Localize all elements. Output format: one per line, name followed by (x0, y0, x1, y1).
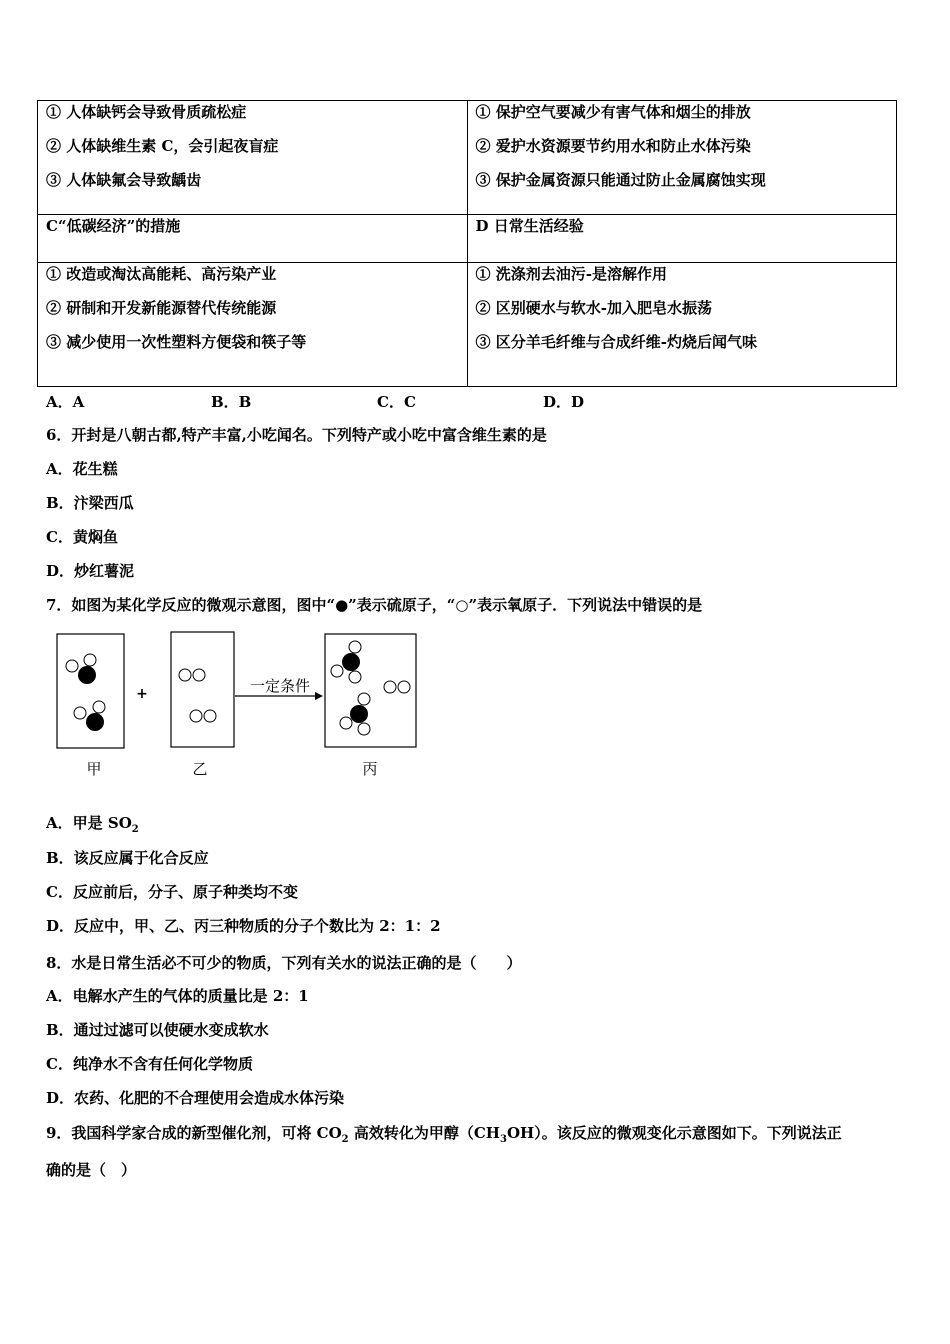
q6-option-d[interactable]: D．炒红薯泥 (46, 562, 135, 580)
q7-option-b[interactable]: B．该反应属于化合反应 (46, 849, 209, 867)
table-line: ① 保护空气要减少有害气体和烟尘的排放 (475, 103, 751, 121)
table-line: ③ 保护金属资源只能通过防止金属腐蚀实现 (475, 171, 766, 189)
cell-c-lowcarbon (38, 263, 468, 387)
q8-stem: 8．水是日常生活必不可少的物质，下列有关水的说法正确的是（ ） (46, 954, 522, 972)
cell-b-resources (467, 101, 897, 215)
label-yi: 乙 (192, 760, 208, 778)
q6-option-c[interactable]: C．黄焖鱼 (46, 528, 118, 546)
table-line: ② 研制和开发新能源替代传统能源 (46, 299, 277, 317)
q8-option-b[interactable]: B．通过过滤可以使硬水变成软水 (46, 1021, 269, 1039)
so2-molecule (74, 701, 105, 731)
q5-option-c[interactable]: C．C (377, 393, 416, 411)
q9-stem-line2: 确的是（ ） (46, 1161, 137, 1179)
subscript: 2 (341, 1134, 349, 1145)
q8-option-a[interactable]: A．电解水产生的气体的质量比是 2：1 (46, 987, 309, 1005)
cell-c-header: C“低碳经济”的措施 (38, 215, 468, 263)
q9-text-3: OH）。该反应的微观变化示意图如下。下列说法正 (506, 1124, 842, 1142)
q7-option-a[interactable] (46, 813, 139, 840)
options-table (37, 100, 897, 387)
q5-option-b[interactable]: B．B (211, 393, 252, 411)
q5-option-a[interactable]: A．A (46, 393, 85, 411)
q7-stem: 7．如图为某化学反应的微观示意图，图中“●”表示硫原子，“○”表示氧原子．下列说法中错误的是 (46, 596, 703, 614)
cell-d-header: D 日常生活经验 (467, 215, 897, 263)
q7-option-c[interactable]: C．反应前后，分子、原子种类均不变 (46, 883, 298, 901)
q9-text-2: 高效转化为甲醇（CH (348, 1124, 500, 1142)
table-line: ③ 减少使用一次性塑料方便袋和筷子等 (46, 333, 307, 351)
box-yi (171, 632, 234, 747)
q9-stem (46, 1123, 842, 1150)
label-bing: 丙 (362, 760, 378, 778)
o2-molecule (190, 710, 216, 722)
q8-option-c[interactable]: C．纯净水不含有任何化学物质 (46, 1055, 253, 1073)
table-line: ① 改造或淘汰高能耗、高污染产业 (46, 265, 277, 283)
q5-option-d[interactable]: D．D (543, 393, 585, 411)
table-line: ② 爱护水资源要节约用水和防止水体污染 (475, 137, 751, 155)
so3-molecule (340, 693, 370, 735)
o2-molecule (179, 669, 205, 681)
plus-sign: + (136, 686, 148, 702)
o2-molecule (384, 681, 410, 693)
table-line: ③ 区分羊毛纤维与合成纤维-灼烧后闻气味 (475, 333, 757, 351)
q7-option-d[interactable]: D．反应中，甲、乙、丙三种物质的分子个数比为 2：1：2 (46, 917, 441, 935)
q6-stem: 6．开封是八朝古都,特产丰富,小吃闻名。下列特产或小吃中富含维生素的是 (46, 426, 547, 444)
table-line: ① 洗涤剂去油污-是溶解作用 (475, 265, 667, 283)
label-jia: 甲 (86, 760, 102, 778)
table-line: ① 人体缺钙会导致骨质疏松症 (46, 103, 247, 121)
so3-molecule (331, 641, 361, 683)
table-line: ② 人体缺维生素 C，会引起夜盲症 (46, 137, 279, 155)
cell-a-health (38, 101, 468, 215)
arrow-head-icon (315, 692, 323, 700)
table-line: ③ 人体缺氟会导致龋齿 (46, 171, 202, 189)
q6-option-b[interactable]: B．汴梁西瓜 (46, 494, 134, 512)
subscript: 3 (499, 1134, 507, 1145)
reaction-condition: 一定条件 (249, 677, 311, 695)
q9-text-1: 9．我国科学家合成的新型催化剂，可将 CO (46, 1124, 342, 1142)
q8-option-d[interactable]: D．农药、化肥的不合理使用会造成水体污染 (46, 1089, 345, 1107)
q7-option-a-text: A．甲是 SO (46, 814, 132, 832)
table-line: ② 区别硬水与软水-加入肥皂水振荡 (475, 299, 712, 317)
cell-d-daily (467, 263, 897, 387)
box-jia (57, 634, 124, 748)
q6-option-a[interactable]: A．花生糕 (46, 460, 118, 478)
reaction-diagram (50, 625, 430, 785)
subscript: 2 (131, 824, 139, 835)
so2-molecule (66, 654, 96, 684)
